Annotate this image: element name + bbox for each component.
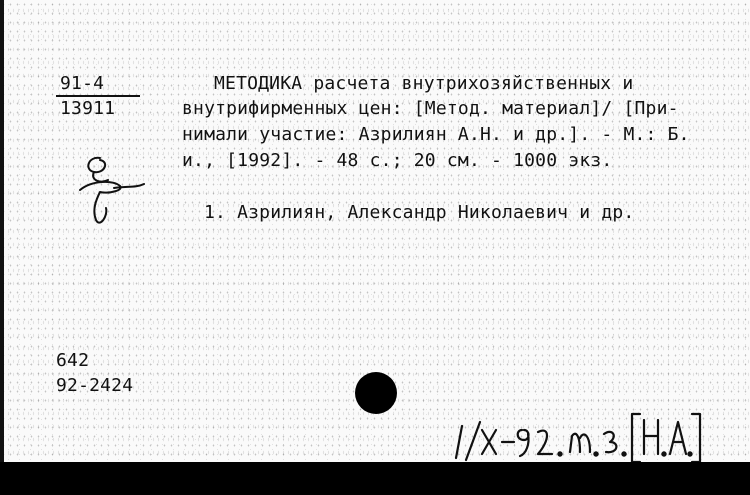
added-entry-tracing: 1. Азрилиян, Александр Николаевич и др. [204,202,635,223]
punch-hole [355,372,397,414]
call-number-bottom: 13911 [60,98,116,119]
body-line-1: внутрифирменных цен: [Метод. материал]/ [При- [182,98,679,119]
handwritten-note-text: 1/X-92. m.3. [H.A.] [446,408,458,409]
scan-border-bottom [0,462,750,495]
handwritten-initials-icon [70,150,148,230]
inventory-number-a: 642 [56,350,90,371]
inventory-number-b: 92-2424 [56,375,134,396]
call-number-divider [56,95,140,97]
title-line: МЕТОДИКА расчета внутрихозяйственных и [214,73,634,94]
card-edge [0,0,4,462]
body-line-3: и., [1992]. - 48 с.; 20 см. - 1000 экз. [182,150,613,171]
handwritten-date-note [446,408,706,462]
call-number-top: 91-4 [60,73,105,94]
body-line-2: нимали участие: Азрилиян А.Н. и др.]. - М.: Б. [182,124,690,145]
